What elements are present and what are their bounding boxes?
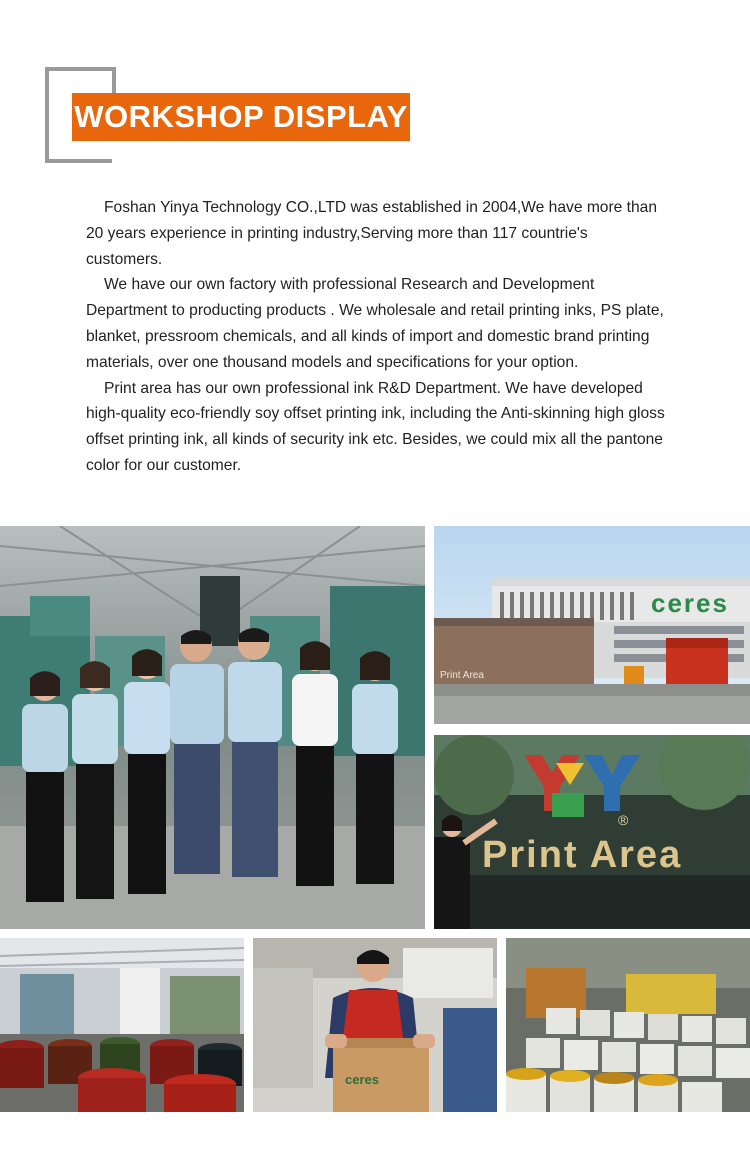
intro-text [86,195,666,479]
intro-paragraph-2: We have our own factory with professional Research and Development Department to producting products . We wholesale and retail printing inks, PS plate, blanket, pressroom chemicals, and all kinds of import and domestic brand printing materials, over one thousand models and specifications for your option. [86,276,664,371]
team-photo [0,526,425,929]
company-sign-photo [434,735,750,929]
box-label-text: ceres [345,1072,379,1087]
factory-building-photo [434,526,750,724]
registered-mark: ® [618,812,629,828]
sign-text: Print Area [482,834,683,876]
section-title: WORKSHOP DISPLAY [72,93,410,141]
warehouse-drums-photo [0,938,244,1112]
gate-sign-text: Print Area [440,670,484,681]
intro-paragraph-3: Print area has our own professional ink R&D Department. We have developed high-quality eco-friendly soy offset printing ink, including the Anti-skinning high gloss offset printing ink, all kinds of security ink etc. Besides, we could mix all the pantone color for our customer. [86,379,665,474]
intro-paragraph-1: Foshan Yinya Technology CO.,LTD was established in 2004,We have more than 20 years experience in printing industry,Serving more than 117 countrie's customers. [86,199,658,268]
packing-worker-photo [253,938,497,1112]
ink-buckets-photo [506,938,750,1112]
facade-sign-text: ceres [651,588,729,618]
